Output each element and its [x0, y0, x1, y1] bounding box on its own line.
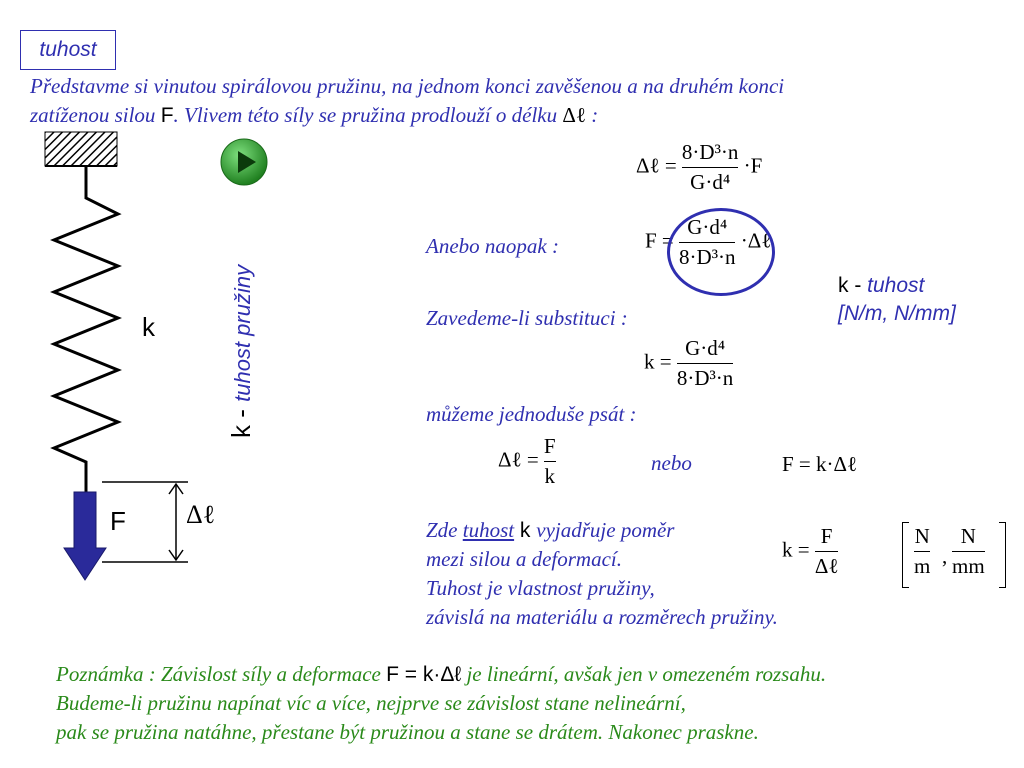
formula3-num: G·d⁴ — [685, 336, 726, 360]
zde-line-3: Tuhost je vlastnost pružiny, — [426, 576, 655, 600]
formula-dl-simple — [498, 434, 556, 489]
play-icon[interactable] — [220, 138, 268, 186]
vertical-stiffness-label — [226, 265, 257, 438]
zde-b: vyjadřuje poměr — [536, 518, 675, 542]
formula1-num: 8·D³·n — [681, 140, 739, 164]
formula6-den: Δℓ — [814, 554, 839, 578]
units-bracket: N m , N mm — [902, 522, 1006, 588]
units-d1: m — [914, 554, 931, 578]
poznamka-line-3: pak se pružina natáhne, přestane být pružinou a stane se drátem. Nakonec praskne. — [56, 720, 759, 744]
formula2-num: G·d⁴ — [687, 215, 728, 239]
formula2-rhs: ·Δℓ — [740, 228, 772, 253]
force-arrow — [64, 492, 106, 580]
zavedeme-label: Zavedeme-li substituci : — [426, 306, 628, 330]
intro-line-1: Představme si vinutou spirálovou pružinu, na jednom konci zavěšenou a na druhém konci — [30, 74, 785, 98]
zde-line-4: závislá na materiálu a rozměrech pružiny. — [426, 605, 778, 629]
formula-hooke: F = k·Δℓ — [782, 452, 858, 476]
formula1-rhs: ·F — [743, 153, 763, 178]
nebo-label: nebo — [651, 451, 692, 475]
formula4-fraction — [544, 434, 556, 489]
side-note-k: k - — [838, 274, 868, 297]
poznamka-equation: F = k·Δℓ — [386, 663, 462, 686]
intro-text-b: . Vlivem této síly se pružina prodlouží o délku — [173, 103, 563, 127]
extension-label: Δℓ — [186, 500, 216, 529]
poznamka-line-1 — [56, 660, 1016, 689]
title-box: tuhost — [20, 30, 116, 70]
formula-dl-full — [636, 140, 762, 195]
units-d2: mm — [952, 554, 985, 578]
intro-text-c: : — [585, 103, 599, 127]
poznamka-line-2: Budeme-li pružinu napínat víc a více, nejprve se závislost stane nelineární, — [56, 691, 686, 715]
muzeme-label: můžeme jednoduše psát : — [426, 402, 637, 426]
play-button[interactable] — [220, 138, 268, 186]
intro-paragraph — [30, 72, 990, 130]
poznamka-paragraph — [56, 660, 1016, 747]
intro-text-a: zatíženou silou — [30, 103, 161, 127]
highlight-circle — [667, 208, 775, 296]
spring-coil — [54, 166, 118, 478]
formula-k-ratio — [782, 524, 838, 579]
zde-line-2: mezi silou a deformací. — [426, 547, 622, 571]
side-note-line-1 — [838, 272, 956, 300]
intro-dl-symbol: Δℓ — [562, 103, 586, 127]
intro-line-2 — [30, 101, 990, 130]
formula4-lhs: Δℓ = — [498, 447, 539, 472]
side-note-units: [N/m, N/mm] — [838, 302, 956, 325]
poznamka-b: je lineární, avšak jen v omezeném rozsahu. — [461, 662, 827, 686]
formula1-lhs: Δℓ = — [636, 153, 677, 178]
vertical-text: tuhost pružiny — [230, 264, 255, 402]
formula6-num: F — [820, 524, 833, 548]
formula3-den: 8·D³·n — [676, 366, 734, 390]
formula6-lhs: k = — [782, 537, 810, 562]
formula3-lhs: k = — [644, 349, 672, 374]
formula4-den: k — [544, 464, 556, 488]
spring-k-label: k — [142, 312, 155, 342]
formula-k-substitution — [644, 336, 733, 391]
formula6-fraction — [815, 524, 839, 579]
stiffness-side-note — [838, 272, 956, 328]
formula1-fraction — [682, 140, 738, 195]
formula3-fraction — [677, 336, 733, 391]
formula2-lhs: F = — [645, 228, 674, 253]
intro-force-symbol: F — [160, 104, 174, 127]
zde-a: Zde — [426, 518, 463, 542]
zde-paragraph — [426, 516, 778, 632]
zde-line-1 — [426, 516, 778, 545]
units-n1: N — [914, 524, 930, 548]
tuhost-link[interactable]: tuhost — [462, 518, 515, 542]
units-fraction-2 — [952, 524, 985, 579]
formula4-num: F — [543, 434, 556, 458]
units-n2: N — [960, 524, 976, 548]
formula1-den: G·d⁴ — [690, 170, 731, 194]
force-label: F — [110, 506, 126, 536]
zde-k: k — [514, 519, 537, 542]
units-fraction-1 — [914, 524, 930, 579]
ceiling-mount — [45, 132, 117, 166]
vertical-k: k - — [226, 401, 256, 438]
anebo-label: Anebo naopak : — [426, 234, 559, 258]
poznamka-a: Poznámka : Závislost síly a deformace — [56, 662, 387, 686]
formula2-den: 8·D³·n — [679, 245, 736, 269]
side-note-word: tuhost — [867, 274, 925, 297]
